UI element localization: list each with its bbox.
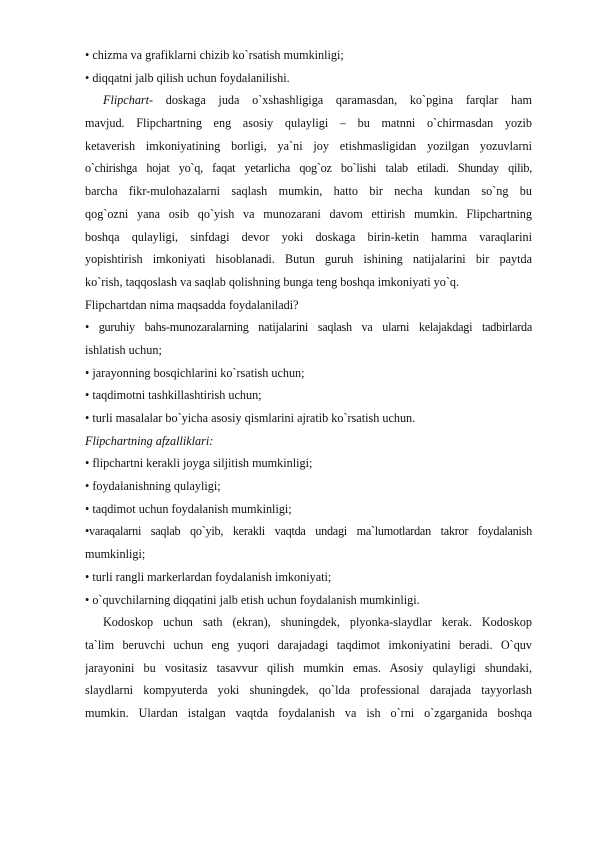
paragraph-line: o`chirishga hojat yo`q, faqat yetarlicha qog`oz bo`lishi talab etiladi. Shunday qilib, xyxy=(85,161,532,176)
bullet-line: • chizma va grafiklarni chizib ko`rsatish mumkinligi; xyxy=(85,48,344,62)
bullet-line: • o`quvchilarning diqqatini jalb etish uchun foydalanish mumkinligi. xyxy=(85,592,420,607)
section-heading: Flipchartning afzalliklari: xyxy=(85,433,214,448)
bullet-line: • turli rangli markerlardan foydalanish imkoniyati; xyxy=(85,569,332,584)
bullet-line: • flipchartni kerakli joyga siljitish mumkinligi; xyxy=(85,456,313,471)
bullet-line: • jarayonning bosqichlarini ko`rsatish uchun; xyxy=(85,365,305,380)
bullet-line: • foydalanishning qulayligi; xyxy=(85,479,221,494)
paragraph-line: yopishtirish imkoniyati hisoblanadi. Butun guruh ishining natijalarini bir paytda xyxy=(85,252,532,267)
paragraph-line: slaydlarni kompyuterda yoki shuningdek, qo`lda professional darajada tayyorlash xyxy=(85,683,532,698)
bullet-line: • guruhiy bahs-munozaralarning natijalarini saqlash va ularni kelajakdagi tadbirlarda xyxy=(85,320,532,335)
bullet-continuation: ishlatish uchun; xyxy=(85,342,162,357)
bullet-line: • turli masalalar bo`yicha asosiy qismlarini ajratib ko`rsatish uchun. xyxy=(85,411,416,425)
section-question: Flipchartdan nima maqsadda foydalaniladi? xyxy=(85,297,299,312)
paragraph-line: mumkin. Ulardan istalgan vaqtda foydalanish va ish o`rni o`zgarganida boshqa xyxy=(85,705,532,720)
paragraph-line: boshqa qulayligi, sinfdagi devor yoki doskaga birin-ketin hamma varaqlarini xyxy=(85,229,532,244)
paragraph-text: doskaga juda o`xshashligiga qaramasdan, ko`pgina farqlar ham xyxy=(153,93,532,108)
bullet-line: •varaqalarni saqlab qo`yib, kerakli vaqtda undagi ma`lumotlardan takror foydalanish xyxy=(85,524,532,539)
paragraph-line: ko`rish, taqqoslash va saqlab qolishning bunga teng boshqa imkoniyati yo`q. xyxy=(85,274,460,289)
paragraph-line: ta`lim beruvchi uchun eng yuqori darajadagi taqdimot imkoniyatini beradi. O`quv xyxy=(85,637,532,652)
italic-term: Flipchart- xyxy=(103,93,154,108)
bullet-line: • diqqatni jalb qilish uchun foydalanilishi. xyxy=(85,70,290,85)
paragraph-line: Kodoskop uchun sath (ekran), shuningdek, plyonka-slaydlar kerak. Kodoskop xyxy=(103,615,532,630)
bullet-line: • taqdimot uchun foydalanish mumkinligi; xyxy=(85,501,292,516)
paragraph-line xyxy=(85,89,532,112)
bullet-continuation: mumkinligi; xyxy=(85,547,146,562)
paragraph-line: mavjud. Flipchartning eng asosiy qulayligi – bu matnni o`chirmasdan yozib xyxy=(85,116,532,131)
bullet-line: • taqdimotni tashkillashtirish uchun; xyxy=(85,388,262,403)
paragraph-line: ketaverish imkoniyatining borligi, ya`ni joy etishmasligidan yozilgan yozuvlarni xyxy=(85,138,532,153)
document-page xyxy=(85,44,532,725)
paragraph-line: qog`ozni yana osib qo`yish va munozarani davom ettirish mumkin. Flipchartning xyxy=(85,206,532,221)
paragraph-line: jarayonini bu vositasiz tasavvur qilish mumkin emas. Asosiy qulayligi shundaki, xyxy=(85,660,532,675)
paragraph-line: barcha fikr-mulohazalarni saqlash mumkin, hatto bir necha kundan so`ng bu xyxy=(85,184,532,199)
